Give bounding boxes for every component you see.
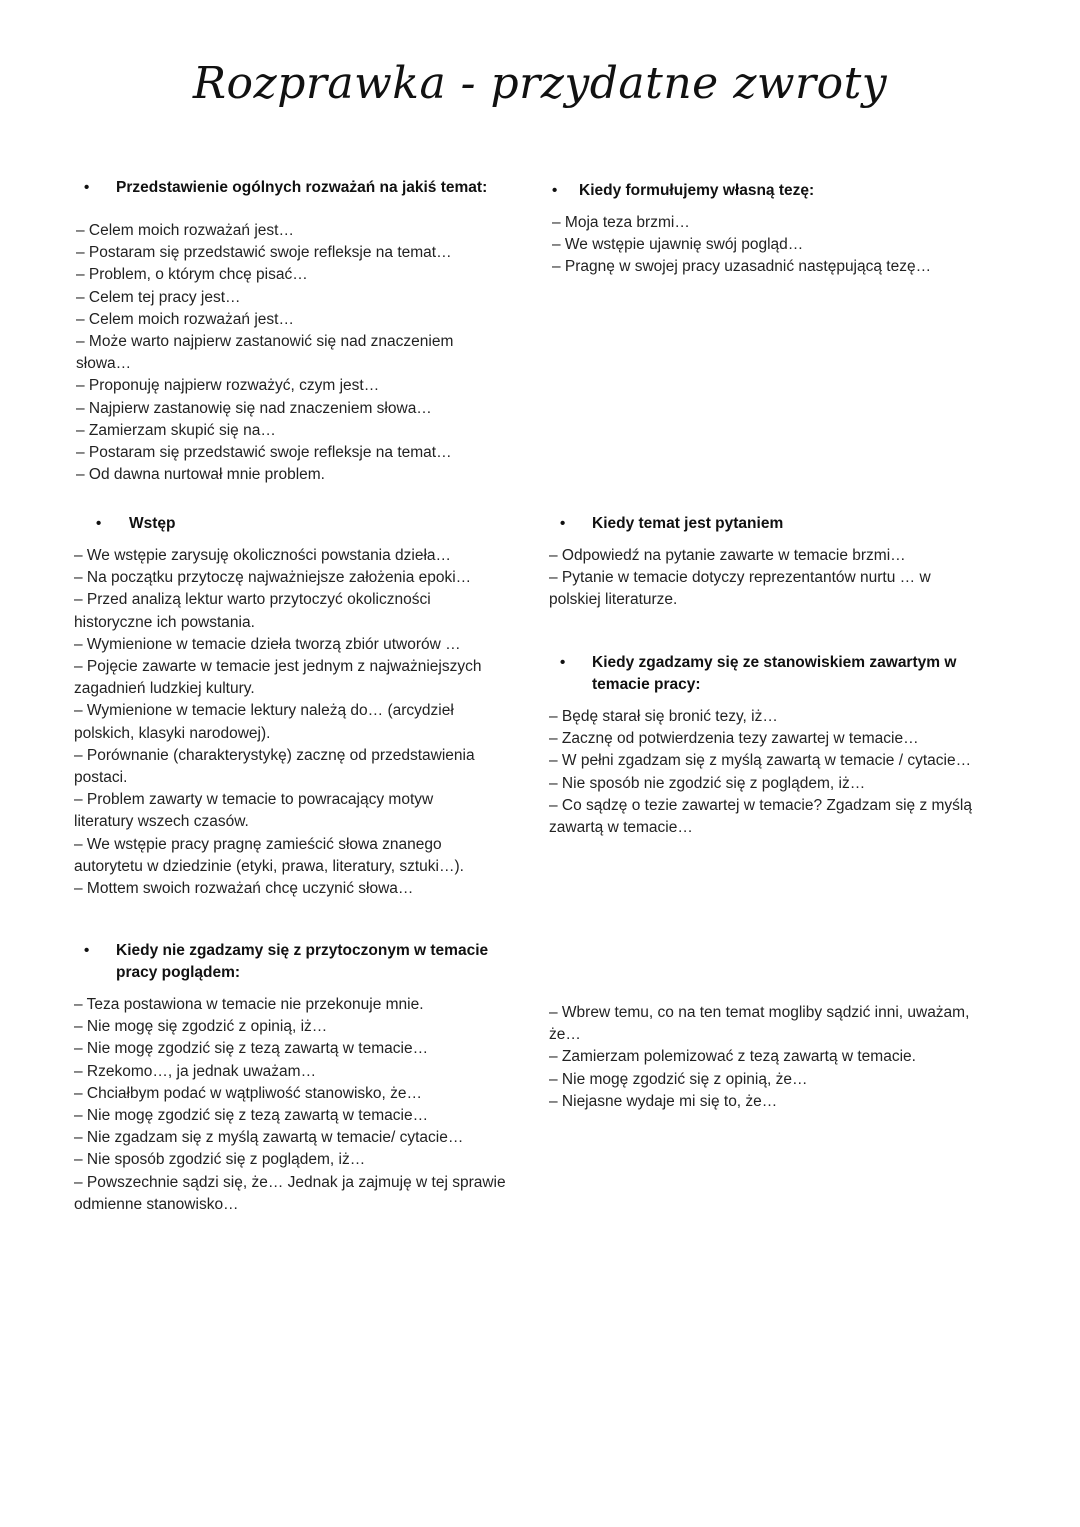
list-item: – Na początku przytoczę najważniejsze założenia epoki… [74, 569, 472, 587]
list-item: – Postaram się przedstawić swoje refleksje na temat… [76, 444, 452, 462]
list-item: – Co sądzę o tezie zawartej w temacie? Zgadzam się z myślą [549, 796, 972, 814]
list-item: – We wstępie zarysuję okoliczności powstania dzieła… [74, 547, 452, 564]
bullet-icon: • [552, 182, 558, 199]
section-heading-text: Wstęp [129, 515, 176, 532]
section-heading [74, 513, 529, 535]
list-item: – Od dawna nurtował mnie problem. [76, 466, 325, 484]
phrase-list [549, 545, 1009, 612]
bullet-icon: • [560, 654, 566, 671]
list-item: – Nie zgadzam się z myślą zawartą w temacie/ cytacie… [74, 1129, 464, 1147]
list-item: – Może warto najpierw zastanowić się nad znaczeniem [76, 333, 454, 351]
list-item: zawartą w temacie… [549, 819, 693, 837]
list-item: – W pełni zgadzam się z myślą zawartą w temacie / cytacie… [549, 752, 972, 770]
list-item: literatury wszech czasów. [74, 813, 249, 831]
page-title: Rozprawka - przydatne zwroty [192, 58, 888, 109]
list-item: – Niejasne wydaje mi się to, że… [549, 1092, 778, 1110]
list-item: – Zamierzam polemizować z tezą zawartą w temacie. [549, 1048, 916, 1066]
list-item: – Nie mogę zgodzić się z tezą zawartą w temacie… [74, 1040, 429, 1058]
list-item: historyczne ich powstania. [74, 613, 255, 631]
list-item: – We wstępie pracy pragnę zamieścić słowa znanego [74, 835, 442, 853]
list-item: – Postaram się przedstawić swoje refleksje na temat… [76, 244, 452, 262]
list-item: polskiej literaturze. [549, 591, 678, 609]
list-item: – Celem tej pracy jest… [76, 288, 241, 306]
section-own-thesis [552, 180, 1012, 279]
section-heading-text: Kiedy temat jest pytaniem [592, 515, 784, 532]
section-heading-text: Kiedy nie zgadzamy się z przytoczonym w temacie pracy poglądem: [116, 942, 489, 981]
bullet-icon: • [84, 942, 90, 959]
list-item: zagadnień ludzkiej kultury. [74, 680, 255, 698]
phrase-list [76, 220, 526, 486]
list-item: – Nie mogę zgodzić się z tezą zawartą w temacie… [74, 1107, 429, 1125]
list-item: – Pragnę w swojej pracy uzasadnić następującą tezę… [552, 258, 932, 276]
phrase-list [74, 994, 534, 1216]
list-item: – Pojęcie zawarte w temacie jest jednym z najważniejszych [74, 658, 482, 676]
section-heading [552, 180, 1012, 202]
section-disagree-continued [549, 1002, 1019, 1113]
list-item: – Celem moich rozważań jest… [76, 222, 294, 239]
list-item: – Nie sposób zgodzić się z poglądem, iż… [74, 1151, 366, 1169]
bullet-icon: • [96, 515, 102, 532]
list-item: – Wbrew temu, co na ten temat mogliby sądzić inni, uważam, [549, 1004, 970, 1021]
list-item: – Problem, o którym chcę pisać… [76, 266, 308, 284]
phrase-list [549, 1002, 1019, 1113]
bullet-icon: • [560, 515, 566, 532]
list-item: – Wymienione w temacie lektury należą do… (arcydzieł [74, 702, 454, 720]
bullet-icon: • [84, 179, 90, 196]
list-item: że… [549, 1026, 581, 1044]
section-heading-text: Przedstawienie ogólnych rozważań na jakiś temat: [116, 179, 488, 196]
list-item: odmienne stanowisko… [74, 1195, 239, 1213]
list-item: – Proponuję najpierw rozważyć, czym jest… [76, 377, 380, 395]
section-heading-text: Kiedy formułujemy własną tezę: [579, 182, 815, 199]
list-item: słowa… [76, 355, 132, 373]
list-item: – Nie sposób nie zgodzić się z poglądem, iż… [549, 774, 866, 792]
section-agree-with-topic [549, 652, 1009, 839]
section-heading [76, 177, 526, 199]
list-item: – Teza postawiona w temacie nie przekonuje mnie. [74, 996, 424, 1013]
list-item: – Celem moich rozważań jest… [76, 310, 294, 328]
section-disagree-with-topic [74, 940, 534, 1216]
list-item: – Najpierw zastanowię się nad znaczeniem słowa… [76, 399, 432, 417]
list-item: – Odpowiedź na pytanie zawarte w temacie brzmi… [549, 547, 906, 564]
phrase-list [552, 212, 1012, 279]
list-item: – Zamierzam skupić się na… [76, 421, 276, 439]
list-item: – We wstępie ujawnię swój pogląd… [552, 236, 804, 254]
list-item: – Nie mogę się zgodzić z opinią, iż… [74, 1018, 328, 1036]
list-item: – Zacznę od potwierdzenia tezy zawartej w temacie… [549, 730, 919, 748]
section-heading [74, 940, 534, 984]
list-item: – Pytanie w temacie dotyczy reprezentantów nurtu … w [549, 569, 931, 587]
section-heading [549, 513, 1009, 535]
section-heading-text: Kiedy zgadzamy się ze stanowiskiem zawartym w temacie pracy: [592, 654, 957, 693]
list-item: – Rzekomo…, ja jednak uważam… [74, 1062, 317, 1080]
section-topic-question [549, 513, 1009, 612]
list-item: – Będę starał się bronić tezy, iż… [549, 708, 778, 725]
list-item: – Problem zawarty w temacie to powracający motyw [74, 791, 434, 809]
list-item: – Przed analizą lektur warto przytoczyć okoliczności [74, 591, 431, 609]
section-introduction [74, 513, 529, 900]
section-general-considerations [76, 177, 526, 486]
list-item: – Wymienione w temacie dzieła tworzą zbiór utworów … [74, 635, 461, 653]
phrase-list [74, 545, 529, 900]
list-item: autorytetu w dziedzinie (etyki, prawa, literatury, sztuki…). [74, 857, 464, 875]
list-item: polskich, klasyki narodowej). [74, 724, 271, 742]
phrase-list [549, 706, 1009, 839]
section-heading [549, 652, 1009, 696]
list-item: – Chciałbym podać w wątpliwość stanowisko, że… [74, 1084, 423, 1102]
list-item: – Moja teza brzmi… [552, 214, 690, 231]
list-item: postaci. [74, 769, 128, 787]
list-item: – Nie mogę zgodzić się z opinią, że… [549, 1070, 808, 1088]
list-item: – Mottem swoich rozważań chcę uczynić słowa… [74, 880, 414, 898]
list-item: – Powszechnie sądzi się, że… Jednak ja zajmuję w tej sprawie [74, 1173, 506, 1191]
list-item: – Porównanie (charakterystykę) zacznę od przedstawienia [74, 746, 475, 764]
